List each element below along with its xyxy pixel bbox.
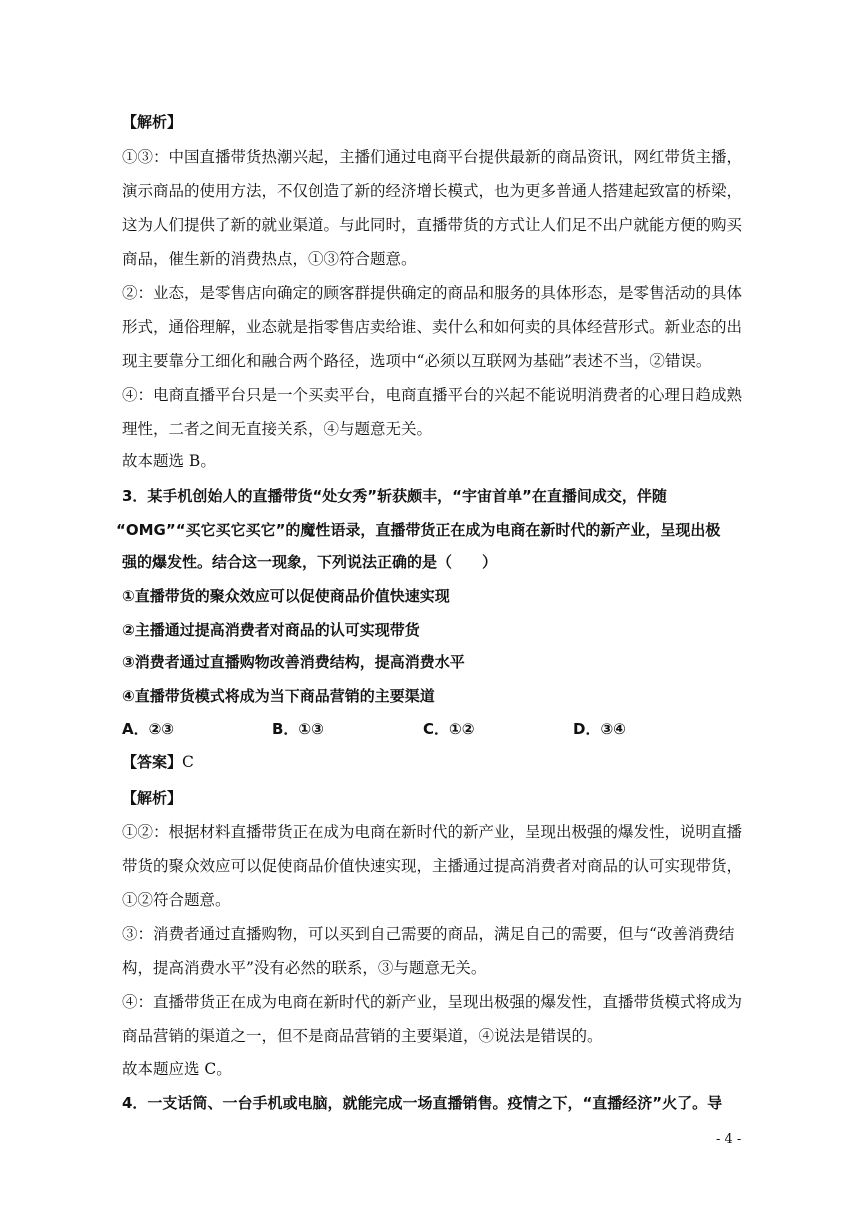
analysis-line: 现主要靠分工细化和融合两个路径，选项中“必须以互联网为基础”表述不当，②错误。: [122, 352, 712, 370]
analysis-line: ①③：中国直播带货热潮兴起，主播们通过电商平台提供最新的商品资讯，网红带货主播，: [122, 148, 743, 166]
option-d: D．③④: [573, 720, 626, 738]
analysis-line: 构，提高消费水平”没有必然的联系，③与题意无关。: [122, 959, 487, 977]
analysis-heading: 【解析】: [122, 113, 183, 131]
statement-item: ①直播带货的聚众效应可以促使商品价值快速实现: [122, 587, 450, 605]
answer-label: 【答案】: [122, 753, 183, 771]
analysis-line: 演示商品的使用方法，不仅创造了新的经济增长模式，也为更多普通人搭建起致富的桥梁，: [122, 182, 743, 200]
answer-line: [122, 752, 194, 772]
analysis-line: 这为人们提供了新的就业渠道。与此同时，直播带货的方式让人们足不出户就能方便的购买: [122, 216, 743, 234]
analysis-conclusion: 故本题应选 C。: [122, 1060, 232, 1078]
question-stem: 4．一支话筒、一台手机或电脑，就能完成一场直播销售。疫情之下，“直播经济”火了。导: [122, 1094, 723, 1112]
question-stem: “OMG”“买它买它买它”的魔性语录，直播带货正在成为电商在新时代的新产业，呈现出极: [116, 521, 721, 539]
analysis-line: 形式，通俗理解，业态就是指零售店卖给谁、卖什么和如何卖的具体经营形式。新业态的出: [122, 318, 743, 336]
statement-item: ③消费者通过直播购物改善消费结构，提高消费水平: [122, 653, 465, 671]
analysis-line: ①②：根据材料直播带货正在成为电商在新时代的新产业，呈现出极强的爆发性，说明直播: [122, 823, 743, 841]
analysis-line: ②：业态，是零售店向确定的顾客群提供确定的商品和服务的具体形态，是零售活动的具体: [122, 284, 743, 302]
page-number: - 4 -: [716, 1132, 742, 1147]
option-a: A．②③: [122, 720, 175, 738]
analysis-line: 商品营销的渠道之一，但不是商品营销的主要渠道，④说法是错误的。: [122, 1027, 603, 1045]
analysis-line: 商品，催生新的消费热点，①③符合题意。: [122, 250, 417, 268]
analysis-heading: 【解析】: [122, 789, 183, 807]
analysis-conclusion: 故本题选 B。: [122, 452, 216, 470]
analysis-line: ④：直播带货正在成为电商在新时代的新产业，呈现出极强的爆发性，直播带货模式将成为: [122, 993, 743, 1011]
option-b: B．①③: [272, 720, 324, 738]
answer-value: C: [182, 753, 194, 771]
question-stem: 3．某手机创始人的直播带货“处女秀”斩获颇丰，“宇宙首单”在直播间成交，伴随: [122, 487, 667, 505]
analysis-line: ③：消费者通过直播购物，可以买到自己需要的商品，满足自己的需要，但与“改善消费结: [122, 925, 735, 943]
question-stem: 强的爆发性。结合这一现象，下列说法正确的是（ ）: [122, 553, 498, 571]
statement-item: ④直播带货模式将成为当下商品营销的主要渠道: [122, 687, 435, 705]
option-c: C．①②: [423, 720, 475, 738]
analysis-line: 理性，二者之间无直接关系，④与题意无关。: [122, 420, 433, 438]
analysis-line: ①②符合题意。: [122, 891, 231, 909]
analysis-line: ④：电商直播平台只是一个买卖平台，电商直播平台的兴起不能说明消费者的心理日趋成熟: [122, 386, 743, 404]
analysis-line: 带货的聚众效应可以促使商品价值快速实现，主播通过提高消费者对商品的认可实现带货，: [122, 857, 743, 875]
statement-item: ②主播通过提高消费者对商品的认可实现带货: [122, 621, 420, 639]
